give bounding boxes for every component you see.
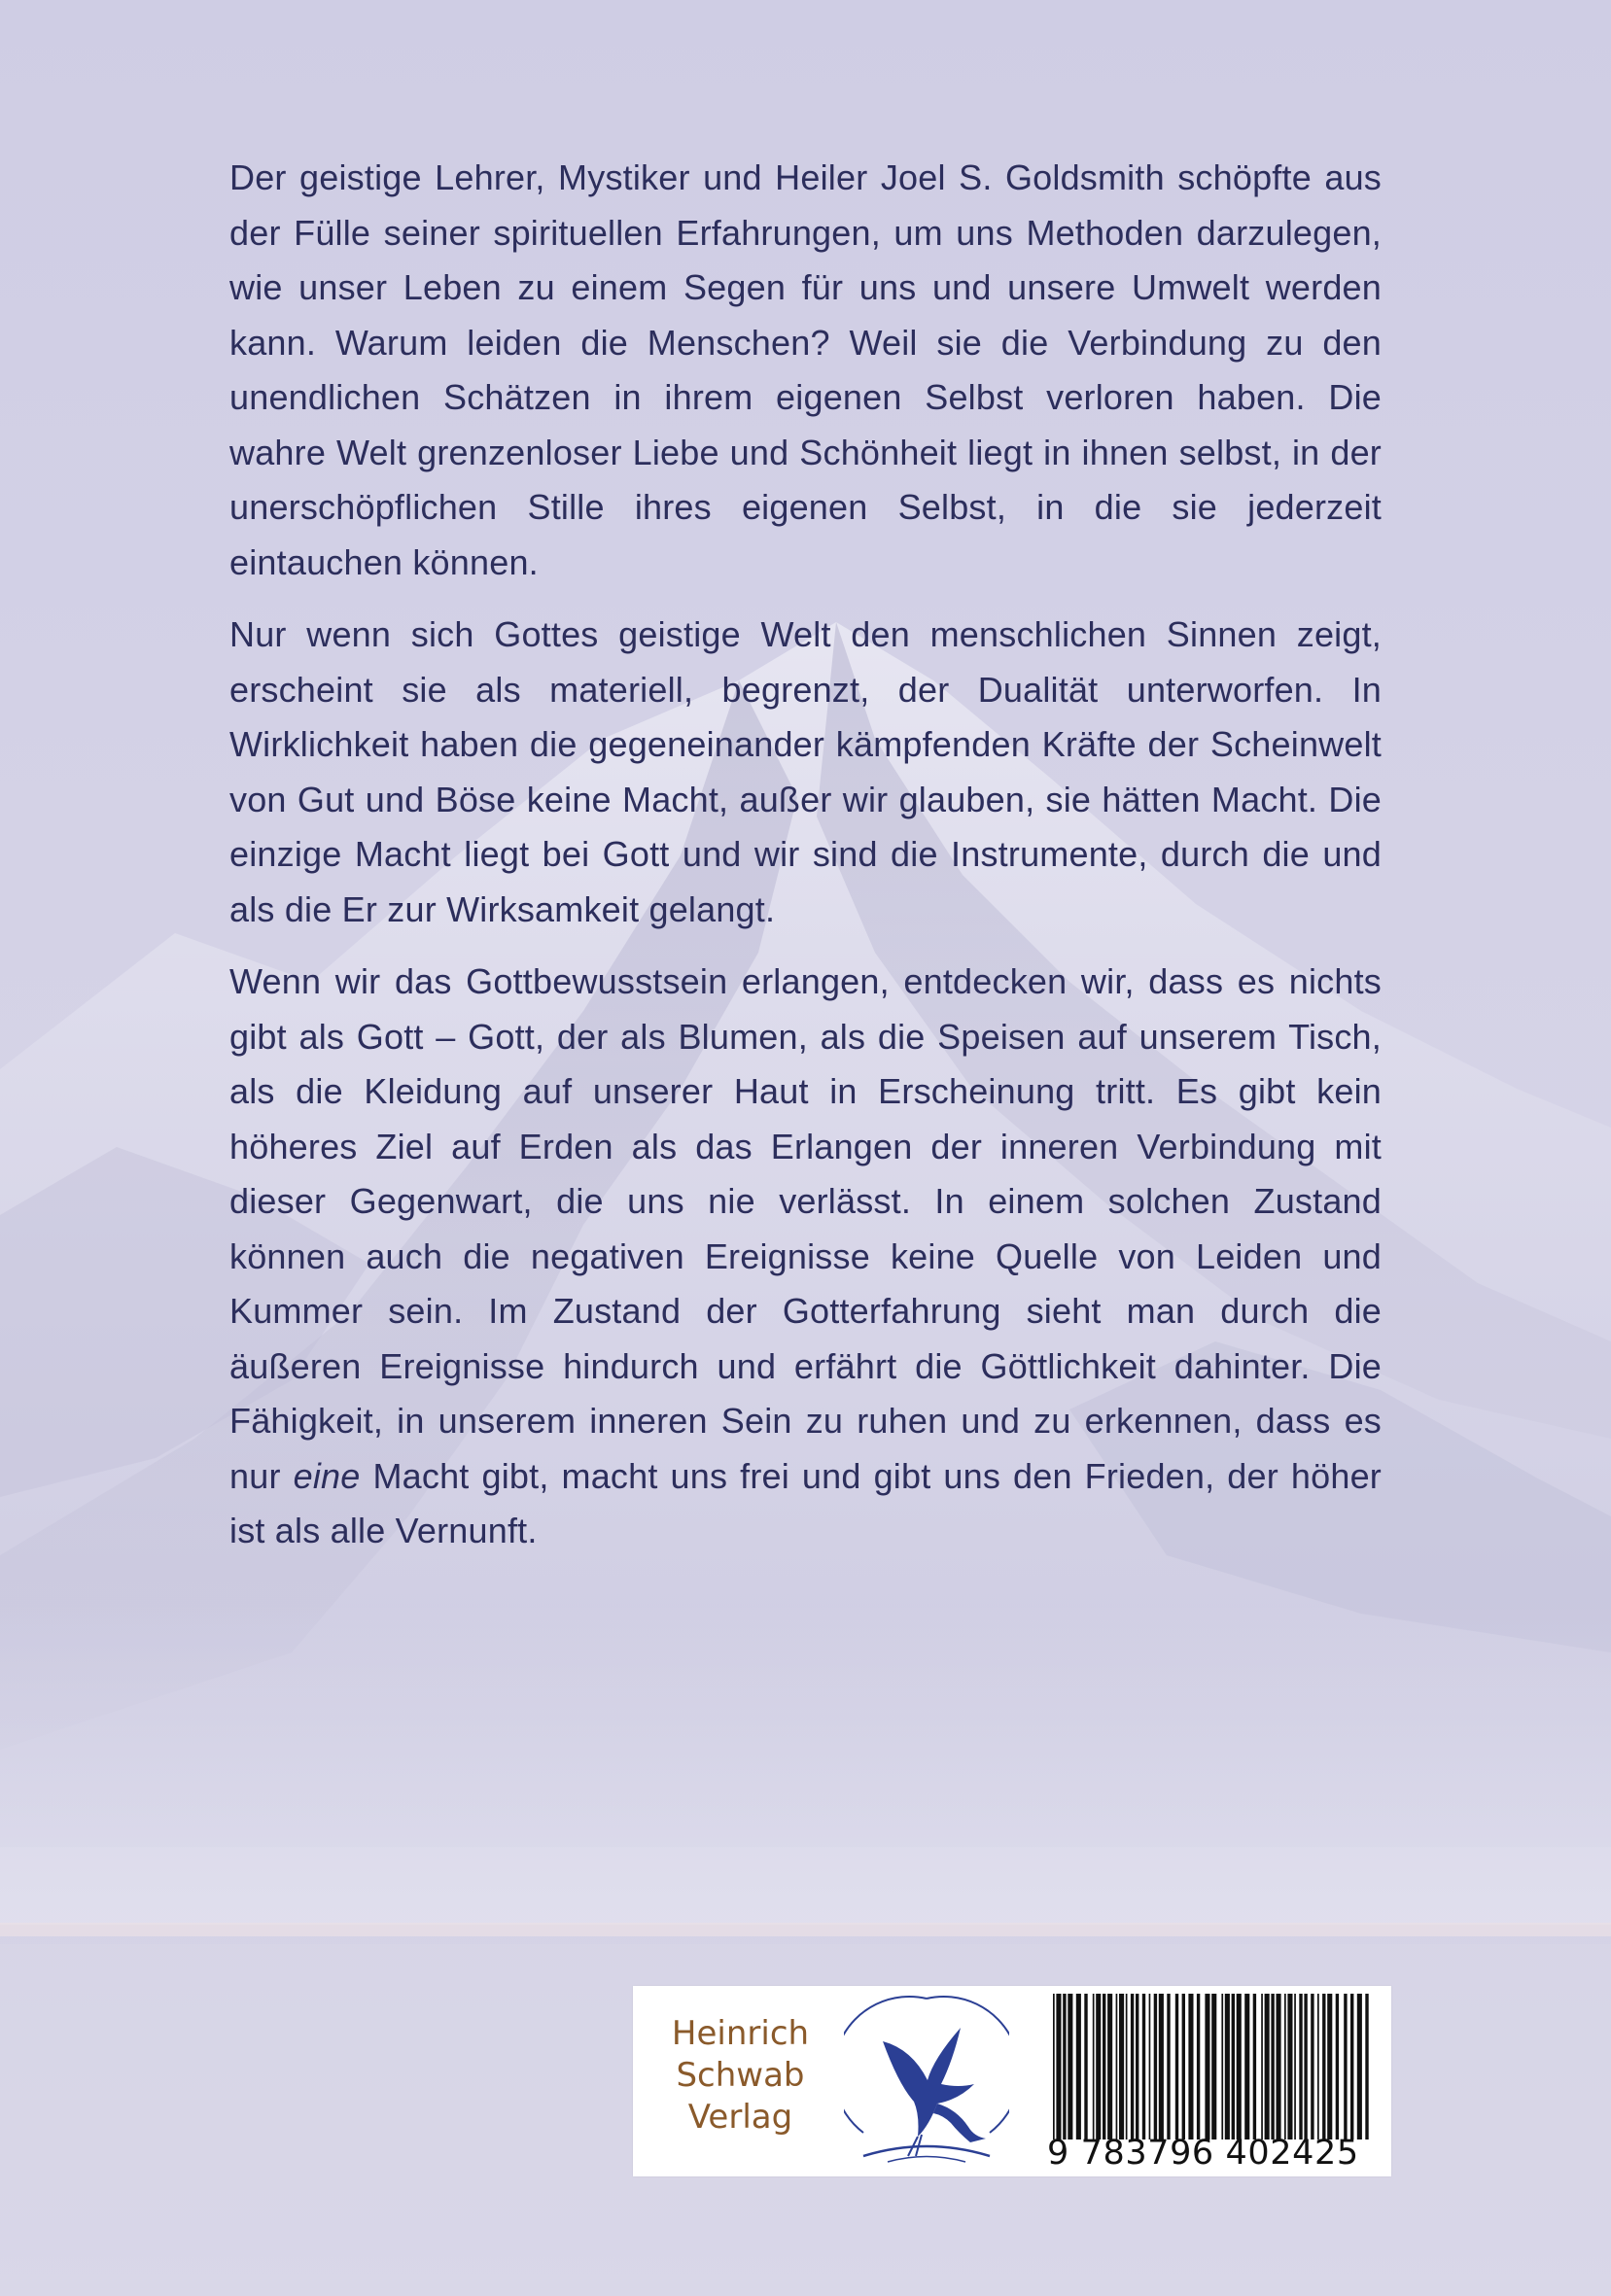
barcode-bar xyxy=(1188,1994,1193,2139)
barcode-bar xyxy=(1068,1994,1072,2139)
isbn-barcode xyxy=(1047,1994,1378,2139)
barcode-bar xyxy=(1311,1994,1313,2139)
barcode-bar xyxy=(1182,1994,1185,2139)
barcode-bar xyxy=(1076,1994,1081,2139)
barcode-bar xyxy=(1205,1994,1209,2139)
barcode-bar xyxy=(1287,1994,1292,2139)
paragraph-3-start: Wenn wir das Gottbewusstsein erlangen, entdecken wir, dass es nichts gibt als Gott – Gott, der als Blumen, als die Speisen auf unserem Tisch, als die Kleidung auf unserer Haut in Erscheinung tritt. Es gibt kein höheres Ziel auf Erden als das Erlangen der inneren Verbindung mit dieser Gegenwart, die uns nie verlässt. In einem solchen Zustand können auch die negativen Ereignisse keine Quelle von Leiden und Kummer sein. Im Zustand der Gotterfahrung sieht man durch die äußeren Ereignisse hindurch und erfährt die Göttlichkeit dahinter. Die Fähigkeit, in unserem inneren Sein zu ruhen und zu erkennen, dass es nur xyxy=(229,961,1382,1496)
barcode-bar xyxy=(1131,1994,1134,2139)
paragraph-3-end: Macht gibt, macht uns frei und gibt uns den Frieden, der höher ist als alle Vernunft. xyxy=(229,1455,1382,1550)
barcode-bar xyxy=(1159,1994,1164,2139)
paragraph-2: Nur wenn sich Gottes geistige Welt den menschlichen Sinnen zeigt, erscheint sie als materiell, begrenzt, der Dualität unterworfen. In Wirklichkeit haben die gegeneinander kämpfenden Kräfte der Scheinwelt von Gut und Böse keine Macht, außer wir glauben, sie hätten Macht. Die einzige Macht liegt bei Gott und wir sind die Instrumente, durch die und als die Er zur Wirksamkeit gelangt. xyxy=(229,614,1382,929)
barcode-bar xyxy=(1350,1994,1353,2139)
heron-icon xyxy=(844,1991,1009,2172)
barcode-bar xyxy=(1344,1994,1347,2139)
barcode-bar xyxy=(1237,1994,1242,2139)
barcode-bar xyxy=(1304,1994,1307,2139)
barcode-bar xyxy=(1063,1994,1066,2139)
publisher-name-line-3: Verlag xyxy=(687,2098,793,2137)
barcode-bar xyxy=(1084,1994,1087,2139)
barcode-bar xyxy=(1232,1994,1235,2139)
barcode-bar xyxy=(1277,1994,1281,2139)
barcode-bar xyxy=(1294,1994,1296,2139)
barcode-bar xyxy=(1271,1994,1274,2139)
barcode-bar xyxy=(1136,1994,1138,2139)
barcode-bar xyxy=(1261,1994,1263,2139)
paragraph-3 xyxy=(229,955,1382,1559)
barcode-bar xyxy=(1284,1994,1286,2139)
barcode-bar xyxy=(1253,1994,1256,2139)
emphasized-word: eine xyxy=(293,1455,361,1496)
barcode-bar xyxy=(1357,1994,1362,2139)
barcode-bar xyxy=(1225,1994,1230,2139)
barcode-bar xyxy=(1317,1994,1319,2139)
barcode-bar xyxy=(1336,1994,1339,2139)
barcode-bar xyxy=(1142,1994,1145,2139)
barcode-bar xyxy=(1322,1994,1325,2139)
barcode-bar xyxy=(1096,1994,1101,2139)
barcode-bar xyxy=(1056,1994,1061,2139)
barcode-bar xyxy=(1107,1994,1112,2139)
barcode-bar xyxy=(1197,1994,1200,2139)
barcode-bar xyxy=(1053,1994,1055,2139)
back-cover-text xyxy=(229,151,1382,1577)
barcode-bar xyxy=(1103,1994,1105,2139)
barcode-bar xyxy=(1265,1994,1270,2139)
publisher-name xyxy=(650,2013,830,2139)
barcode-bar xyxy=(1299,1994,1302,2139)
barcode-bar xyxy=(1244,1994,1249,2139)
paragraph-1: Der geistige Lehrer, Mystiker und Heiler Joel S. Goldsmith schöpfte aus der Fülle seiner spirituellen Erfahrungen, um uns Methoden darzulegen, wie unser Leben zu einem Segen für uns und unsere Umwelt werden kann. Warum leiden die Menschen? Weil sie die Verbindung zu den unendlichen Schätzen in ihrem eigenen Selbst verloren haben. Die wahre Welt grenzenloser Liebe und Schönheit liegt in ihnen selbst, in der unerschöpflichen Stille ihres eigenen Selbst, in die sie jederzeit eintauchen können. xyxy=(229,157,1382,582)
barcode-bar xyxy=(1093,1994,1095,2139)
barcode-bar xyxy=(1211,1994,1216,2139)
publisher-name-line-1: Heinrich xyxy=(671,2014,810,2053)
barcode-bar xyxy=(1167,1994,1170,2139)
barcode-bar xyxy=(1116,1994,1118,2139)
barcode-bar xyxy=(1221,1994,1223,2139)
barcode-bar xyxy=(1119,1994,1124,2139)
barcode-bar xyxy=(1175,1994,1178,2139)
barcode-bar xyxy=(1154,1994,1157,2139)
barcode-bar xyxy=(1126,1994,1128,2139)
barcode-bar xyxy=(1149,1994,1151,2139)
publisher-name-line-2: Schwab xyxy=(676,2056,805,2095)
isbn-digits: 9 783796 402425 xyxy=(1047,2134,1359,2173)
publisher-barcode-box xyxy=(633,1986,1391,2176)
barcode-bar xyxy=(1365,1994,1368,2139)
barcode-bar xyxy=(1327,1994,1332,2139)
